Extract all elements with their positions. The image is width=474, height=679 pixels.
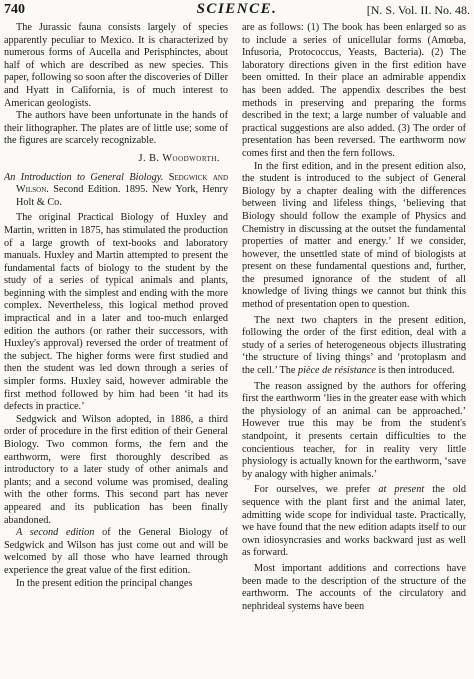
second-edition-text: of the General Biology of Sedgwick and Wilson has just come out and will be welcomed by all those who have learned through experience the great value of the first edition. xyxy=(4,527,228,576)
journal-title: SCIENCE. xyxy=(196,1,278,17)
paragraph-second-edition xyxy=(4,527,228,577)
next-chapters-text-a: The next two chapters in the present edition, following the order of the first edition, deal with a study of a series of heterogeneous objects illustrating ‘the structure of living things’ and ‘protoplasm and the cell.’ The xyxy=(242,314,466,377)
ourselves-text-a: For ourselves, we prefer xyxy=(254,484,379,496)
paragraph-authors: The authors have been unfortunate in the hands of their lithographer. The plates are of little use; some of the figures are scarcely recognizable. xyxy=(4,110,228,147)
ourselves-italic: at present xyxy=(378,484,425,496)
page-header xyxy=(0,0,474,22)
paragraph-next-chapters xyxy=(242,315,466,378)
book-citation xyxy=(4,172,228,210)
book-title: An Introduction to General Biology. xyxy=(4,171,164,183)
ourselves-text-b: the old sequence with the plant first and the animal later, admitting wide scope for individual taste. Practically, we have found that the new edition adapts itself to our own idiosyncrasies and works backward just as well as forward. xyxy=(242,484,466,559)
paragraph-first-edition: In the first edition, and in the present edition also, the student is introduced to the subject of General Biology by a chapter dealing with the differences between living and lifeless things, ‘believing that Biology should follow the example of Physics and Chemistry in discussing at the outset the fundamental properties of matter and energy.’ If we consider, however, the unsettled state of mind of biologists at present on these fundamental questions and, further, the presumed ignorance of the student of all knowledge of living things we cannot but think this method of presentation open to question. xyxy=(242,160,466,311)
next-chapters-italic: pièce de résistance xyxy=(297,365,376,377)
next-chapters-text-b: is then introduced. xyxy=(375,365,455,377)
book-authors: Sedgwick and Wilson. xyxy=(16,171,228,196)
paragraph-ourselves xyxy=(242,484,466,560)
paragraph-present: In the present edition the principal changes xyxy=(16,577,193,589)
paragraph-important: Most important additions and corrections have been made to the description of the structure of the earthworm. The accounts of the circulatory and nephrideal systems have been xyxy=(242,562,466,612)
paragraph-sedgwick: Sedgwick and Wilson adopted, in 1886, a third order of procedure in the first edition of their General Biology. Two common forms, the fern and the earthworm, were first thoroughly described as introductory to a later study of other animals and plants; and a second volume was promised, dealing with the other forms. This second part has never appeared and its publication has been finally abandoned. xyxy=(4,413,228,526)
right-column xyxy=(242,22,466,679)
volume-info: [N. S. Vol. II. No. 48. xyxy=(366,3,470,17)
paragraph-original: The original Practical Biology of Huxley and Martin, written in 1875, has stimulated the production of a large growth of text-books and laboratory manuals. Huxley and Martin attempted to present the fundamental facts of biology to the student by the study of a series of typical animals and plants, beginning with the simplest and ending with the more complex. Nevertheless, this logical method proved impractical and in a later and too-much enlarged edition the authors (or rather their successors, with Huxley's approval) reversed the order of treatment of the subject. The higher forms were first studied and then the student was led down through a series of simpler forms. Huxley said, however admirable the first method followed by him had been ‘it had its defects in practice.’ xyxy=(4,212,228,413)
review-signature: J. B. Woodworth. xyxy=(138,152,220,164)
second-edition-lead: A second edition xyxy=(16,527,95,539)
left-column xyxy=(4,22,228,679)
paragraph-jurassic: The Jurassic fauna consists largely of species apparently peculiar to Mexico. It is characterized by numerous forms of Aucella and Perisphinctes, about half of which are described as new species. This paper, following so soon after the discoveries of Diller and Hyatt in California, is of much interest to American geologists. xyxy=(4,22,228,109)
paragraph-reason: The reason assigned by the authors for offering first the earthworm ‘lies in the greater ease with which the physiology of an animal can be approached.’ However true this may be from the student's standpoint, it presents certain difficulties to the concientious teacher, for in reality very little physiology is actually known for the earthworm, ‘save by analogy with higher animals.’ xyxy=(242,380,466,480)
book-details: Second Edition. 1895. New York, Henry Holt & Co. xyxy=(16,184,228,208)
page-number: 740 xyxy=(4,2,25,17)
paragraph-changes: are as follows: (1) The book has been enlarged so as to include a series of unicellular forms (Amœba, Infusoria, Protococcus, Yeasts, Bacteria). (2) The laboratory directions given in the first edition have been omitted. In their place an admirable appendix has been added. The appendix describes the best methods in preserving and preparing the forms described in the text; a large number of valuable and practical suggestions are also added. (3) The order of presentation has been reversed. The earthworm now comes first and then the fern follows. xyxy=(242,22,466,159)
